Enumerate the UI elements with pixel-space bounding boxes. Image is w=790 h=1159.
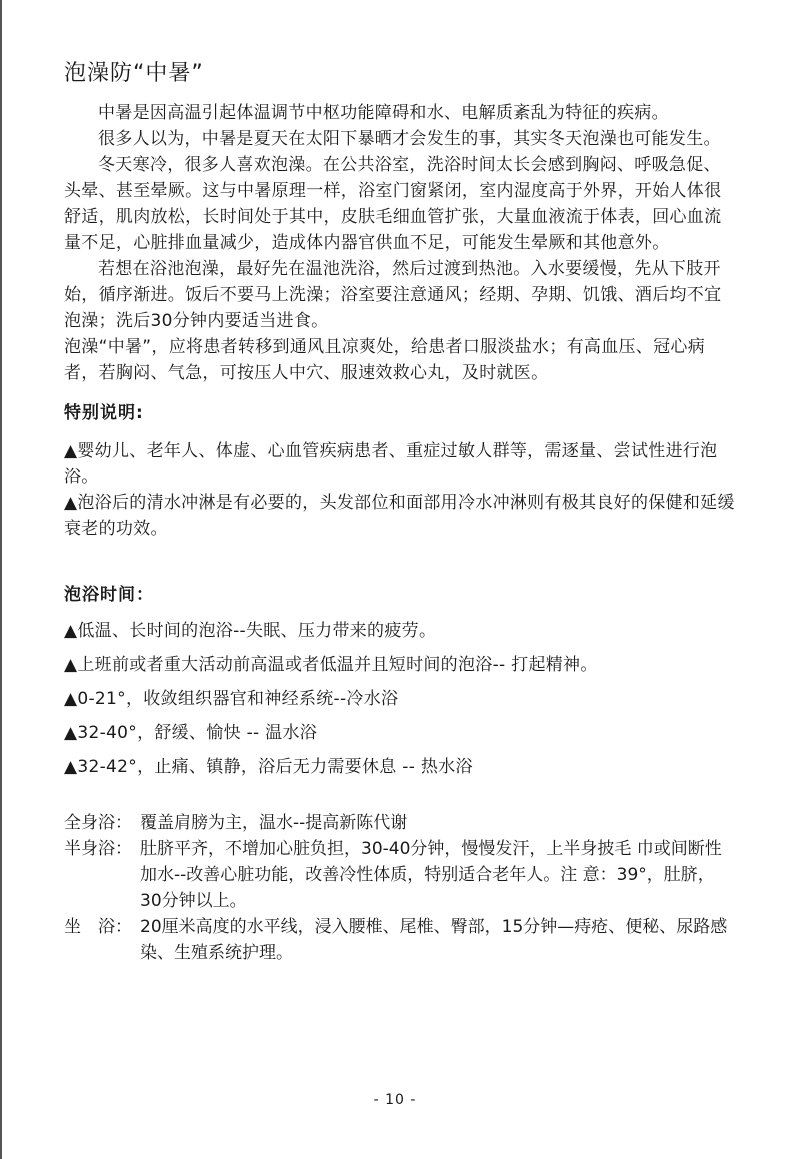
bath-type-row [64, 810, 736, 836]
special-notes-list [64, 438, 736, 542]
page-edge-line [0, 0, 2, 1159]
bath-time-item: ▲低温、长时间的泡浴--失眠、压力带来的疲劳。 [64, 621, 437, 641]
intro-paragraph: 中暑是因高温引起体温调节中枢功能障碍和水、电解质紊乱为特征的疾病。 [98, 103, 669, 123]
document-body [64, 58, 736, 966]
bath-type-label: 全身浴： [64, 813, 132, 833]
bath-time-list [64, 618, 736, 780]
bath-type-row [64, 914, 736, 966]
bath-time-item: ▲0-21°，收敛组织器官和神经系统--冷水浴 [64, 689, 399, 709]
bath-time-item: ▲上班前或者重大活动前高温或者低温并且短时间的泡浴-- 打起精神。 [64, 655, 598, 675]
special-notes-heading: 特别说明: [64, 403, 144, 423]
bath-time-item: ▲32-40°，舒缓、愉快 -- 温水浴 [64, 723, 318, 743]
bath-types-list [64, 810, 736, 966]
bath-type-label: 坐 浴： [64, 917, 132, 937]
bath-type-text: 覆盖肩膀为主，温水--提高新陈代谢 [140, 813, 408, 833]
bath-time-heading: 泡浴时间： [64, 585, 154, 605]
page-number: - 10 - [373, 1092, 417, 1108]
special-note-item: ▲婴幼儿、老年人、体虚、心血管疾病患者、重症过敏人群等，需逐量、尝试性进行泡浴。 [64, 441, 718, 487]
bath-type-text: 20厘米高度的水平线，浸入腰椎、尾椎、臀部，15分钟—痔疮、便秘、尿路感染、生殖系统护理。 [140, 917, 728, 963]
bath-type-row [64, 836, 736, 914]
page-title: 泡澡防“中暑” [64, 61, 204, 86]
bath-type-label: 半身浴： [64, 839, 132, 859]
treatment-paragraph: 泡澡“中暑”，应将患者转移到通风且凉爽处，给患者口服淡盐水；有高血压、冠心病者，若胸闷、气急，可按压人中穴、服速效救心丸，及时就医。 [64, 337, 706, 383]
intro-paragraph: 冬天寒冷，很多人喜欢泡澡。在公共浴室，洗浴时间太长会感到胸闷、呼吸急促、头晕、甚至晕厥。这与中暑原理一样，浴室门窗紧闭，室内湿度高于外界，开始人体很舒适，肌肉放松，长时间处于其中，皮肤毛细血管扩张，大量血液流于体表，回心血流量不足，心脏排血量减少，造成体内器官供血不足，可能发生晕厥和其他意外。 [64, 155, 722, 253]
intro-paragraph: 若想在浴池泡澡，最好先在温池洗浴，然后过渡到热池。入水要缓慢，先从下肢开始，循序渐进。饭后不要马上洗澡；浴室要注意通风；经期、孕期、饥饿、酒后均不宜泡澡；洗后30分钟内要适当进食。 [64, 259, 722, 331]
intro-paragraph: 很多人以为，中暑是夏天在太阳下暴晒才会发生的事，其实冬天泡澡也可能发生。 [98, 129, 721, 149]
bath-type-text: 肚脐平齐，不增加心脏负担，30-40分钟，慢慢发汗，上半身披毛 巾或间断性加水--改善心脏功能，改善冷性体质，特别适合老年人。注 意：39°，肚脐，30分钟以上。 [140, 839, 722, 911]
bath-time-item: ▲32-42°，止痛、镇静，浴后无力需要休息 -- 热水浴 [64, 757, 473, 777]
special-note-item: ▲泡浴后的清水冲淋是有必要的，头发部位和面部用冷水冲淋则有极其良好的保健和延缓衰老的功效。 [64, 493, 735, 539]
